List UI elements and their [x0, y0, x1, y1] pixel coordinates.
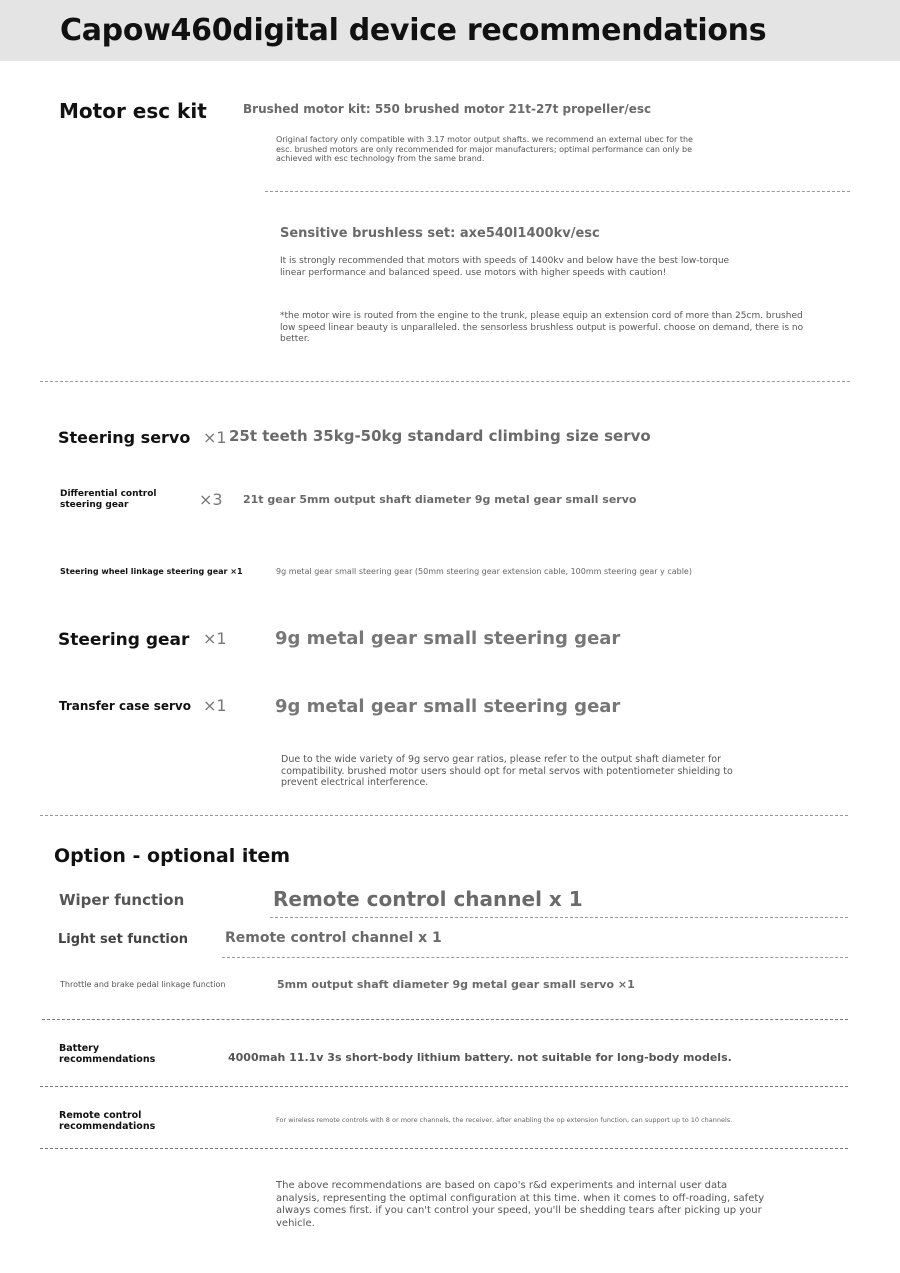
light-label: Light set function: [58, 932, 189, 947]
linkage-label: Steering wheel linkage steering gear ×1: [60, 567, 243, 576]
throttle-label: Throttle and brake pedal linkage function: [60, 980, 226, 989]
servo-ratio-note: Due to the wide variety of 9g servo gear ratios, please refer to the output shaft diameter for compatibility. brushed motor users should opt for metal servos with potentiometer shielding to prevent electrical interference.: [281, 754, 733, 788]
divider: [265, 191, 850, 192]
page-title: Capow460digital device recommendations: [60, 13, 767, 48]
steering-servo-desc: 25t teeth 35kg-50kg standard climbing size servo: [229, 427, 651, 445]
steering-gear-desc: 9g metal gear small steering gear: [275, 628, 621, 649]
battery-desc: 4000mah 11.1v 3s short-body lithium battery. not suitable for long-body models.: [228, 1051, 732, 1064]
linkage-desc: 9g metal gear small steering gear (50mm steering gear extension cable, 100mm steering gear y cable): [276, 567, 692, 576]
throttle-desc: 5mm output shaft diameter 9g metal gear small servo ×1: [277, 978, 635, 991]
transfer-case-desc: 9g metal gear small steering gear: [275, 696, 621, 717]
divider: [40, 815, 848, 816]
differential-label: Differential control steering gear: [60, 489, 157, 510]
steering-gear-label: Steering gear: [58, 630, 190, 650]
transfer-case-label: Transfer case servo: [59, 699, 191, 713]
footer-note: The above recommendations are based on capo's r&d experiments and internal user data analysis, representing the optimal configuration at this time. when it comes to off-roading, safety always comes first. if you can't control your speed, you'll be shedding tears after picking up your vehicle.: [276, 1180, 765, 1229]
battery-label: Battery recommendations: [59, 1043, 156, 1065]
divider: [40, 1148, 848, 1149]
wiper-desc: Remote control channel x 1: [273, 887, 583, 911]
brushless-note: It is strongly recommended that motors with speeds of 1400kv and below have the best low-torque linear performance and balanced speed. use motors with higher speeds with caution!: [280, 256, 730, 278]
options-heading: Option - optional item: [54, 845, 291, 867]
divider: [222, 957, 848, 958]
motor-wire-note: *the motor wire is routed from the engine to the trunk, please equip an extension cord of more than 25cm. brushed low speed linear beauty is unparalleled. the sensorless brushless output is powerful. choose on demand, there is no better.: [280, 311, 804, 344]
motor-heading: Motor esc kit: [59, 99, 207, 123]
remote-label: Remote control recommendations: [59, 1110, 156, 1132]
brushed-motor-note: Original factory only compatible with 3.17 motor output shafts. we recommend an external ubec for the esc. brushed motors are only recommended for major manufacturers; optimal performance can only be achieved with esc technology from the same brand.: [276, 135, 693, 163]
brushless-label: Sensitive brushless set: axe540l1400kv/esc: [280, 226, 600, 241]
remote-desc: For wireless remote controls with 8 or more channels, the receiver, after enabling the op extension function, can support up to 10 channels.: [276, 1116, 733, 1124]
differential-qty: ×3: [199, 490, 223, 509]
divider: [40, 381, 850, 382]
transfer-case-qty: ×1: [203, 696, 227, 715]
steering-servo-label: Steering servo: [58, 428, 191, 447]
divider: [40, 1086, 848, 1087]
divider: [270, 917, 848, 918]
steering-gear-qty: ×1: [203, 629, 227, 648]
wiper-label: Wiper function: [59, 891, 185, 909]
divider: [42, 1019, 848, 1020]
differential-desc: 21t gear 5mm output shaft diameter 9g metal gear small servo: [243, 493, 637, 506]
brushed-motor-label: Brushed motor kit: 550 brushed motor 21t-27t propeller/esc: [243, 102, 652, 116]
light-desc: Remote control channel x 1: [225, 930, 442, 946]
steering-servo-qty: ×1: [203, 428, 227, 447]
